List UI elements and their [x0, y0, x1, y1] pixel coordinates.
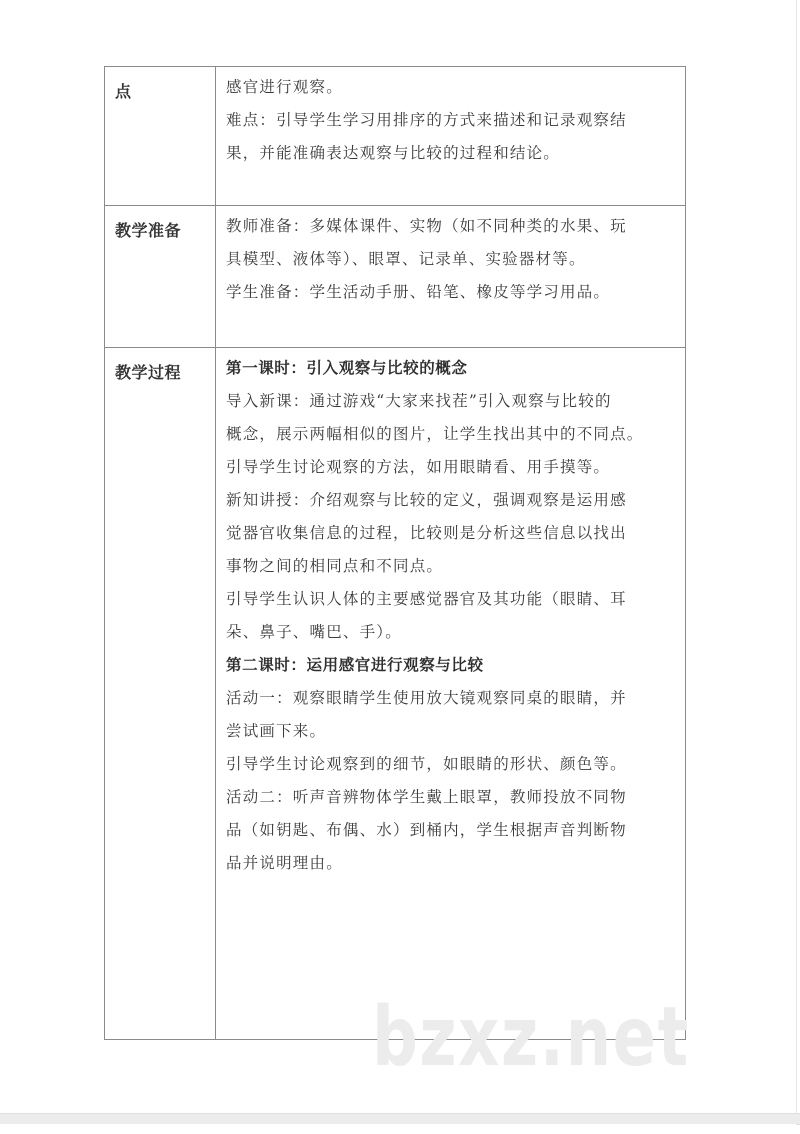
lesson-plan-table	[104, 66, 686, 1040]
text-line: 尝试画下来。	[226, 722, 327, 740]
text-line: 品（如钥匙、布偶、水）到桶内，学生根据声音判断物	[226, 821, 627, 839]
table-row-teaching-preparation	[105, 206, 686, 348]
row-label: 教学过程	[105, 348, 216, 1040]
text-line: 感官进行观察。	[226, 78, 343, 96]
text-line: 活动二：听声音辨物体学生戴上眼罩，教师投放不同物	[226, 788, 627, 806]
text-line: 果，并能准确表达观察与比较的过程和结论。	[226, 144, 561, 162]
text-line: 事物之间的相同点和不同点。	[226, 557, 444, 575]
text-line: 品并说明理由。	[226, 854, 343, 872]
text-line: 教师准备：多媒体课件、实物（如不同种类的水果、玩	[226, 217, 627, 235]
text-line: 引导学生讨论观察到的细节，如眼睛的形状、颜色等。	[226, 755, 627, 773]
next-page-edge	[0, 1124, 796, 1134]
text-line: 概念，展示两幅相似的图片，让学生找出其中的不同点。	[226, 425, 644, 443]
row-label: 点	[105, 67, 216, 206]
lesson-heading: 第二课时：运用感官进行观察与比较	[226, 656, 484, 674]
row-label: 教学准备	[105, 206, 216, 348]
text-line: 活动一：观察眼睛学生使用放大镜观察同桌的眼睛，并	[226, 689, 627, 707]
watermark-text: bzxz.net	[372, 990, 690, 1085]
table-row-key-points	[105, 67, 686, 206]
text-line: 觉器官收集信息的过程，比较则是分析这些信息以找出	[226, 524, 627, 542]
text-line: 导入新课：通过游戏“大家来找茬”引入观察与比较的	[226, 392, 612, 410]
text-line: 朵、鼻子、嘴巴、手）。	[226, 623, 402, 641]
text-line: 具模型、液体等）、眼罩、记录单、实验器材等。	[226, 250, 586, 268]
text-line: 难点：引导学生学习用排序的方式来描述和记录观察结	[226, 111, 627, 129]
row-content	[216, 348, 686, 1040]
text-line: 学生准备：学生活动手册、铅笔、橡皮等学习用品。	[226, 283, 611, 301]
text-line: 新知讲授：介绍观察与比较的定义，强调观察是运用感	[226, 491, 627, 509]
row-content	[216, 206, 686, 348]
table-row-teaching-process	[105, 348, 686, 1040]
row-content	[216, 67, 686, 206]
lesson-heading: 第一课时：引入观察与比较的概念	[226, 359, 468, 377]
text-line: 引导学生讨论观察的方法，如用眼睛看、用手摸等。	[226, 458, 611, 476]
text-line: 引导学生认识人体的主要感觉器官及其功能（眼睛、耳	[226, 590, 627, 608]
